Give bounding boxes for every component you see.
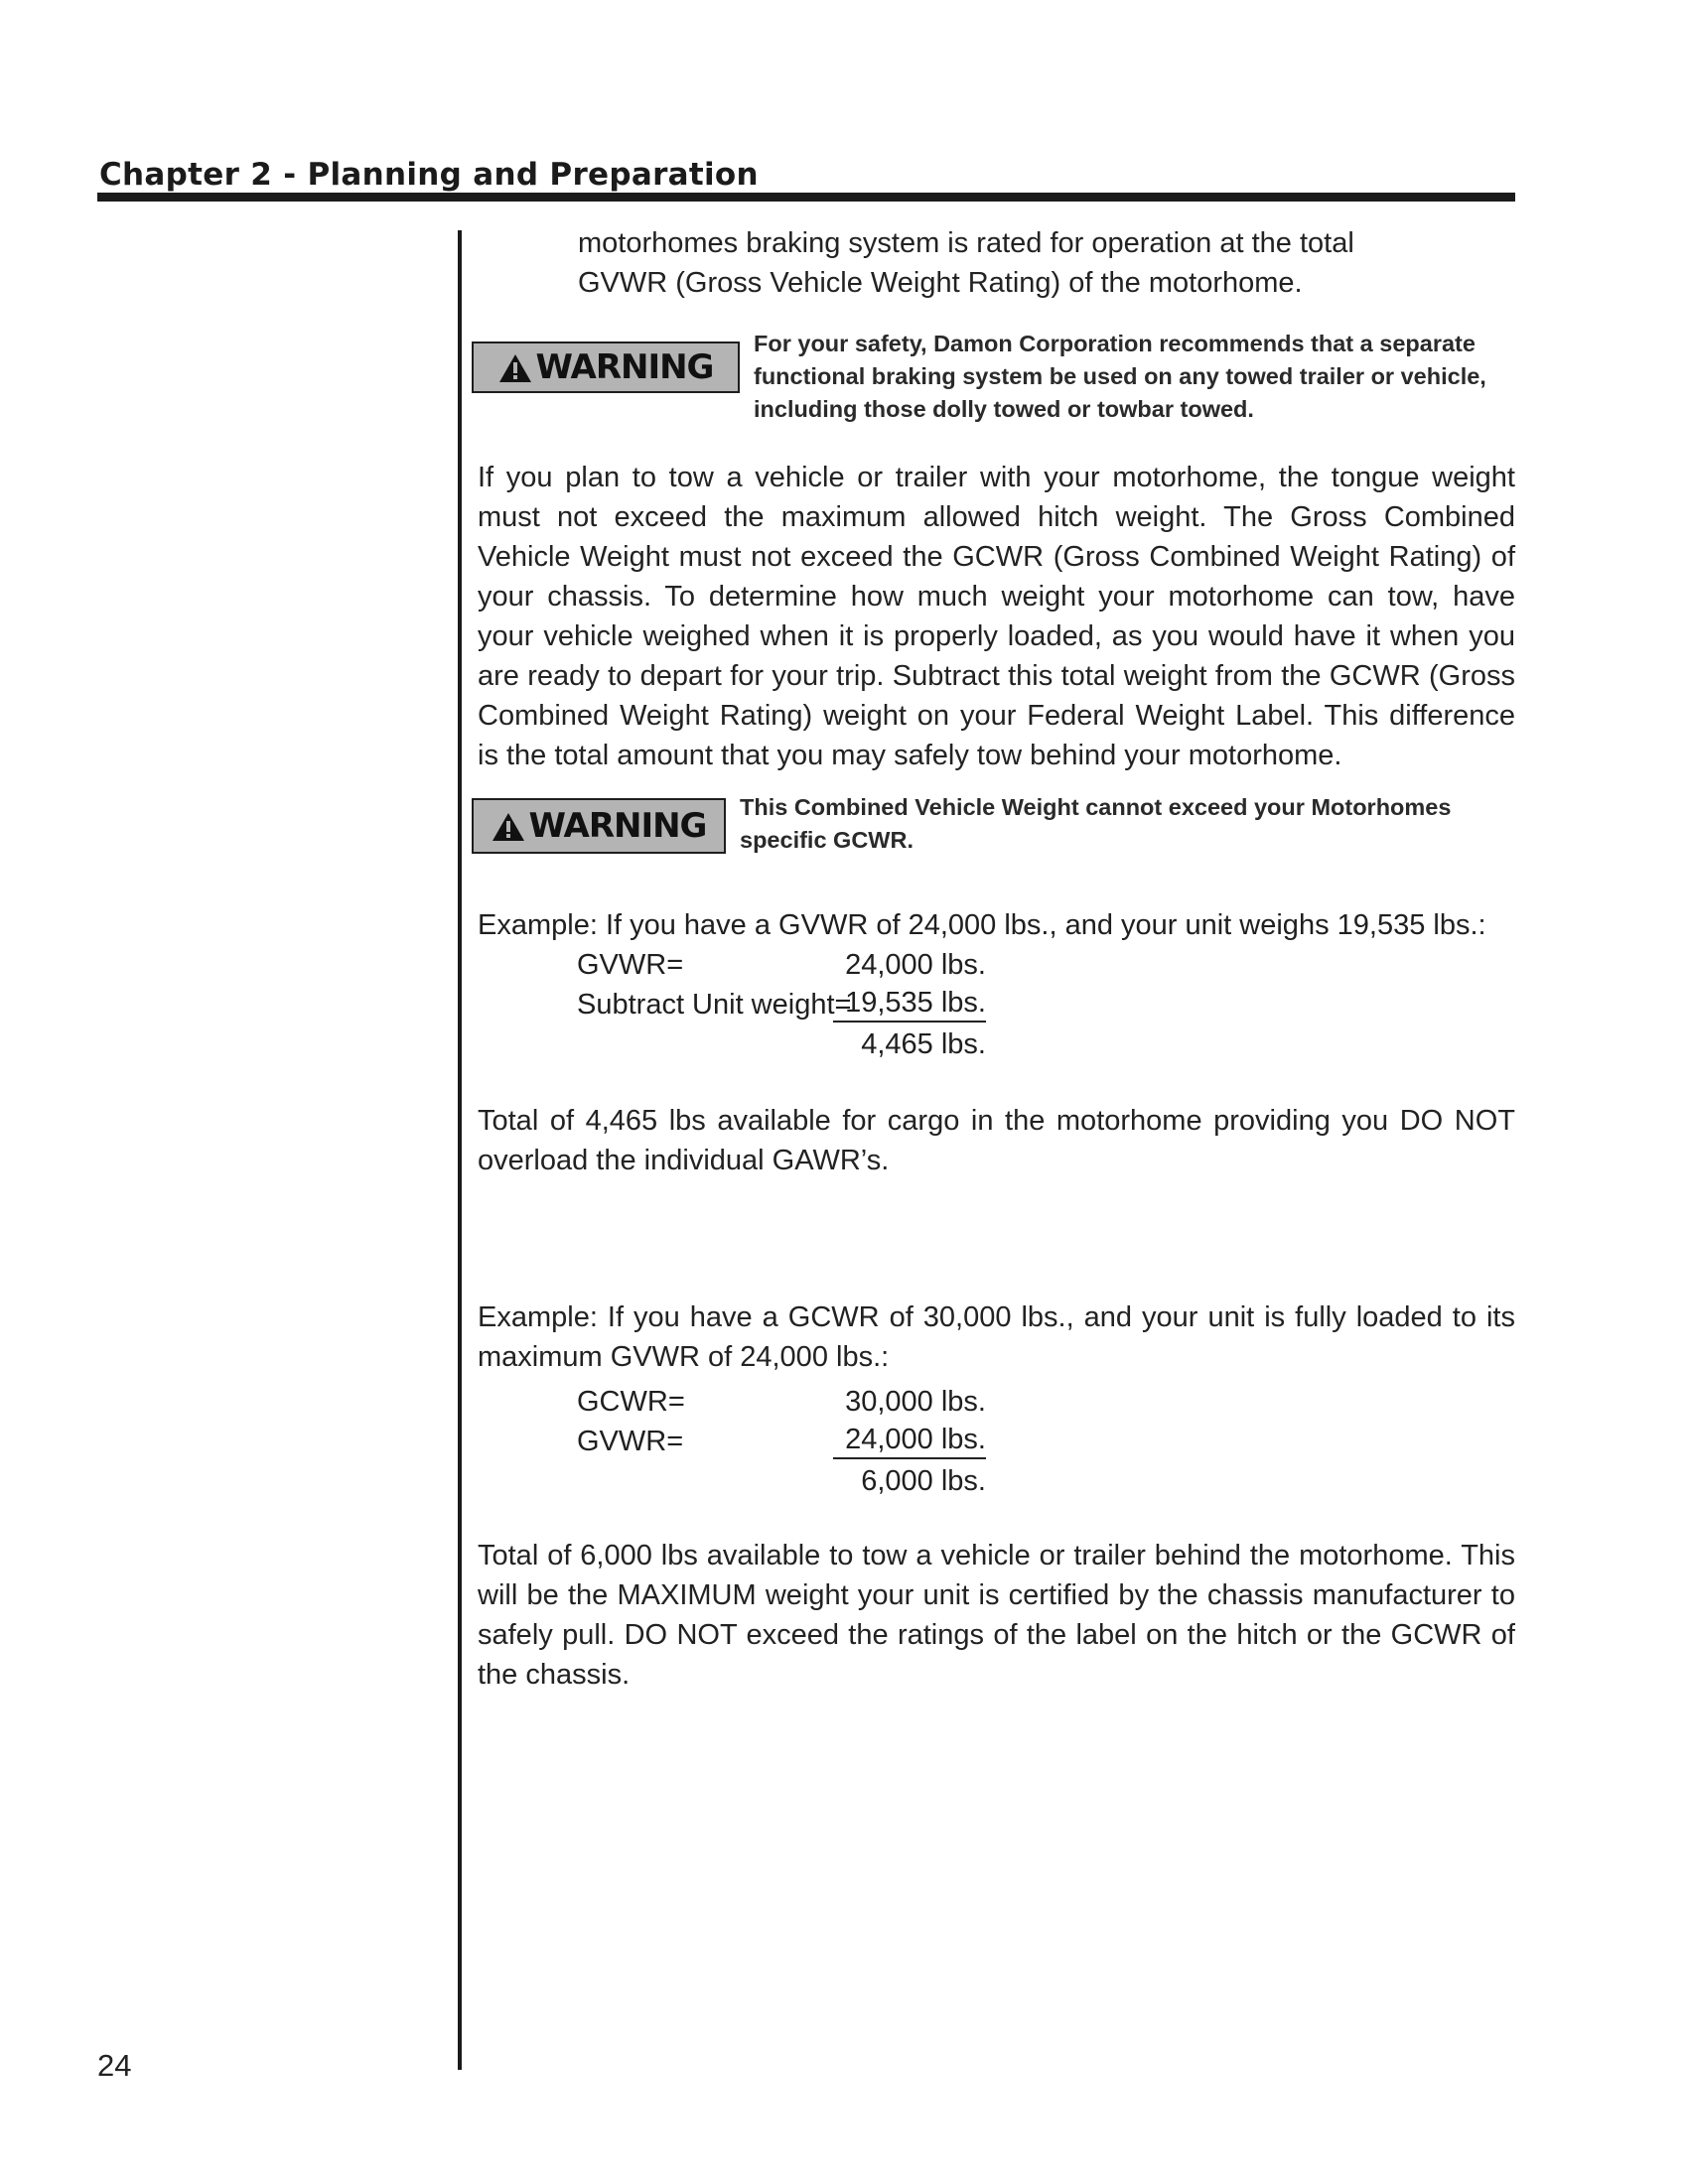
- warning-label: [472, 341, 740, 393]
- calc-label: Subtract Unit weight=: [577, 989, 852, 1021]
- header-rule: [97, 193, 1515, 202]
- margin-rule: [458, 230, 462, 2070]
- warning-word: WARNING: [528, 806, 707, 846]
- calc-label: GVWR=: [577, 1426, 684, 1457]
- calc-row: [577, 1422, 1212, 1461]
- warning-label: [472, 798, 726, 854]
- intro-text: [578, 223, 1472, 303]
- warning-line: functional braking system be used on any towed trailer or vehicle,: [754, 363, 1486, 389]
- example-calculation: [577, 1382, 1212, 1501]
- calc-row: [577, 1461, 1212, 1501]
- calc-value: 24,000 lbs.: [845, 949, 986, 981]
- example-intro: Example: If you have a GCWR of 30,000 lbs., and your unit is fully loaded to its maximum GVWR of 24,000 lbs.:: [478, 1301, 1515, 1373]
- warning-line: For your safety, Damon Corporation recommends that a separate: [754, 331, 1476, 356]
- calc-value: 30,000 lbs.: [845, 1386, 986, 1418]
- calc-label: GVWR=: [577, 949, 684, 981]
- warning-line: including those dolly towed or towbar towed.: [754, 396, 1254, 422]
- warning-line: specific GCWR.: [740, 827, 914, 853]
- towing-capacity-paragraph: Total of 6,000 lbs available to tow a vehicle or trailer behind the motorhome. This will be the MAXIMUM weight your unit is certified by the chassis manufacturer to safely pull. DO NOT exceed the ratings of the label on the hitch or the GCWR of the chassis.: [478, 1540, 1515, 1691]
- warning-text: [754, 328, 1508, 426]
- towing-paragraph: If you plan to tow a vehicle or trailer with your motorhome, the tongue weight must not exceed the maximum allowed hitch weight. The Gross Combined Vehicle Weight must not exceed the GCWR (Gross Combined Weight Rating) of your chassis. To determine how much weight your motorhome can tow, have your vehicle weighed when it is properly loaded, as you would have it when you are ready to depart for your trip. Subtract this total weight from the GCWR (Gross Combined Weight Rating) weight on your Federal Weight Label. This difference is the total amount that you may safely tow behind your motorhome.: [478, 462, 1515, 771]
- calc-value: 19,535 lbs.: [833, 985, 986, 1023]
- calc-row: [577, 945, 1212, 985]
- calc-row: [577, 1382, 1212, 1422]
- warning-triangle-icon: [498, 352, 532, 382]
- cargo-paragraph: Total of 4,465 lbs available for cargo in the motorhome providing you DO NOT overload the individual GAWR’s.: [478, 1105, 1515, 1176]
- calc-label: GCWR=: [577, 1386, 685, 1418]
- warning-line: This Combined Vehicle Weight cannot exceed your Motorhomes: [740, 794, 1452, 820]
- example-intro: Example: If you have a GVWR of 24,000 lbs., and your unit weighs 19,535 lbs.:: [478, 909, 1486, 941]
- warning-text: [740, 791, 1494, 857]
- example-calculation: [577, 945, 1212, 1064]
- calc-result: 6,000 lbs.: [861, 1465, 986, 1497]
- intro-line: GVWR (Gross Vehicle Weight Rating) of the motorhome.: [578, 267, 1303, 299]
- warning-word: WARNING: [535, 347, 714, 387]
- page-number: 24: [97, 2048, 132, 2083]
- warning-triangle-icon: [492, 811, 525, 841]
- chapter-title: Chapter 2 - Planning and Preparation: [99, 157, 759, 193]
- calc-row: [577, 985, 1212, 1024]
- intro-line: motorhomes braking system is rated for operation at the total: [578, 227, 1354, 259]
- calc-row: [577, 1024, 1212, 1064]
- calc-value: 24,000 lbs.: [833, 1422, 986, 1459]
- calc-result: 4,465 lbs.: [861, 1028, 986, 1060]
